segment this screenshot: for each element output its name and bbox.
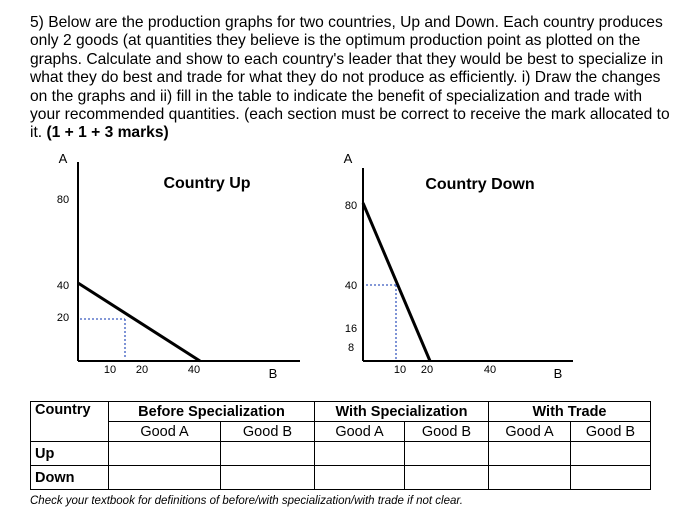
graph-up-xtick-20: 20 [135,364,149,376]
graph-down-title: Country Down [425,176,535,193]
graph-country-down [330,148,620,380]
graph-down-ytick-80: 80 [344,200,358,212]
graph-up-ytick-80: 80 [56,194,70,206]
cell-down-trade-a[interactable] [489,466,571,490]
sub-header: Good A [109,422,221,442]
graph-up-svg [30,148,320,380]
graph-down-xtick-20: 20 [420,364,434,376]
graph-up-xtick-10: 10 [103,364,117,376]
table-subheader-row [31,422,651,442]
cell-up-before-a[interactable] [109,442,221,466]
table-row [31,466,651,490]
graph-up-frontier-line [78,283,200,361]
graph-down-x-label: B [553,366,563,380]
cell-down-before-a[interactable] [109,466,221,490]
graph-up-title: Country Up [163,175,251,192]
cell-down-trade-b[interactable] [571,466,651,490]
graph-down-svg [330,148,620,380]
sub-header: Good B [571,422,651,442]
cell-down-with-b[interactable] [405,466,489,490]
question-text [30,14,670,143]
sub-header: Good A [315,422,405,442]
sub-header: Good B [405,422,489,442]
graph-down-xtick-40: 40 [483,364,497,376]
cell-down-with-a[interactable] [315,466,405,490]
graph-down-ytick-40: 40 [344,280,358,292]
sub-header: Good B [221,422,315,442]
graph-up-y-label: A [58,151,68,166]
group-header-before: Before Specialization [109,402,315,422]
row-label-up: Up [31,442,109,466]
table-row [31,442,651,466]
cell-up-trade-b[interactable] [571,442,651,466]
cell-up-with-a[interactable] [315,442,405,466]
graph-down-ytick-8: 8 [347,342,355,354]
graph-down-xtick-10: 10 [393,364,407,376]
country-header: Country [31,402,109,442]
graph-down-ytick-16: 16 [344,323,358,335]
graph-up-ytick-20: 20 [56,312,70,324]
cell-up-trade-a[interactable] [489,442,571,466]
table-header-row [31,402,651,422]
question-marks: (1 + 1 + 3 marks) [46,124,169,142]
cell-down-before-b[interactable] [221,466,315,490]
footnote: Check your textbook for definitions of before/with specialization/with trade if not clear. [30,495,463,507]
cell-up-before-b[interactable] [221,442,315,466]
group-header-with: With Specialization [315,402,489,422]
graph-up-ytick-40: 40 [56,280,70,292]
question-body: 5) Below are the production graphs for two countries, Up and Down. Each country produces only 2 goods (at quantities they believe is the optimum production point as plotted on the graphs. Calculate and show to each country's leader that they would be best to specialize in what they do best and trade for what they do not produce as efficiently. i) Draw the changes on the graphs and ii) fill in the table to indicate the benefit of specialization and trade with your recommended quantities. (each section must be correct to receive the mark allocated to it. [30,14,670,142]
group-header-trade: With Trade [489,402,651,422]
sub-header: Good A [489,422,571,442]
graph-down-y-label: A [343,151,353,166]
graph-up-xtick-40: 40 [187,364,201,376]
graph-up-x-label: B [268,366,278,380]
cell-up-with-b[interactable] [405,442,489,466]
results-table [30,401,651,490]
row-label-down: Down [31,466,109,490]
graph-country-up [30,148,320,380]
